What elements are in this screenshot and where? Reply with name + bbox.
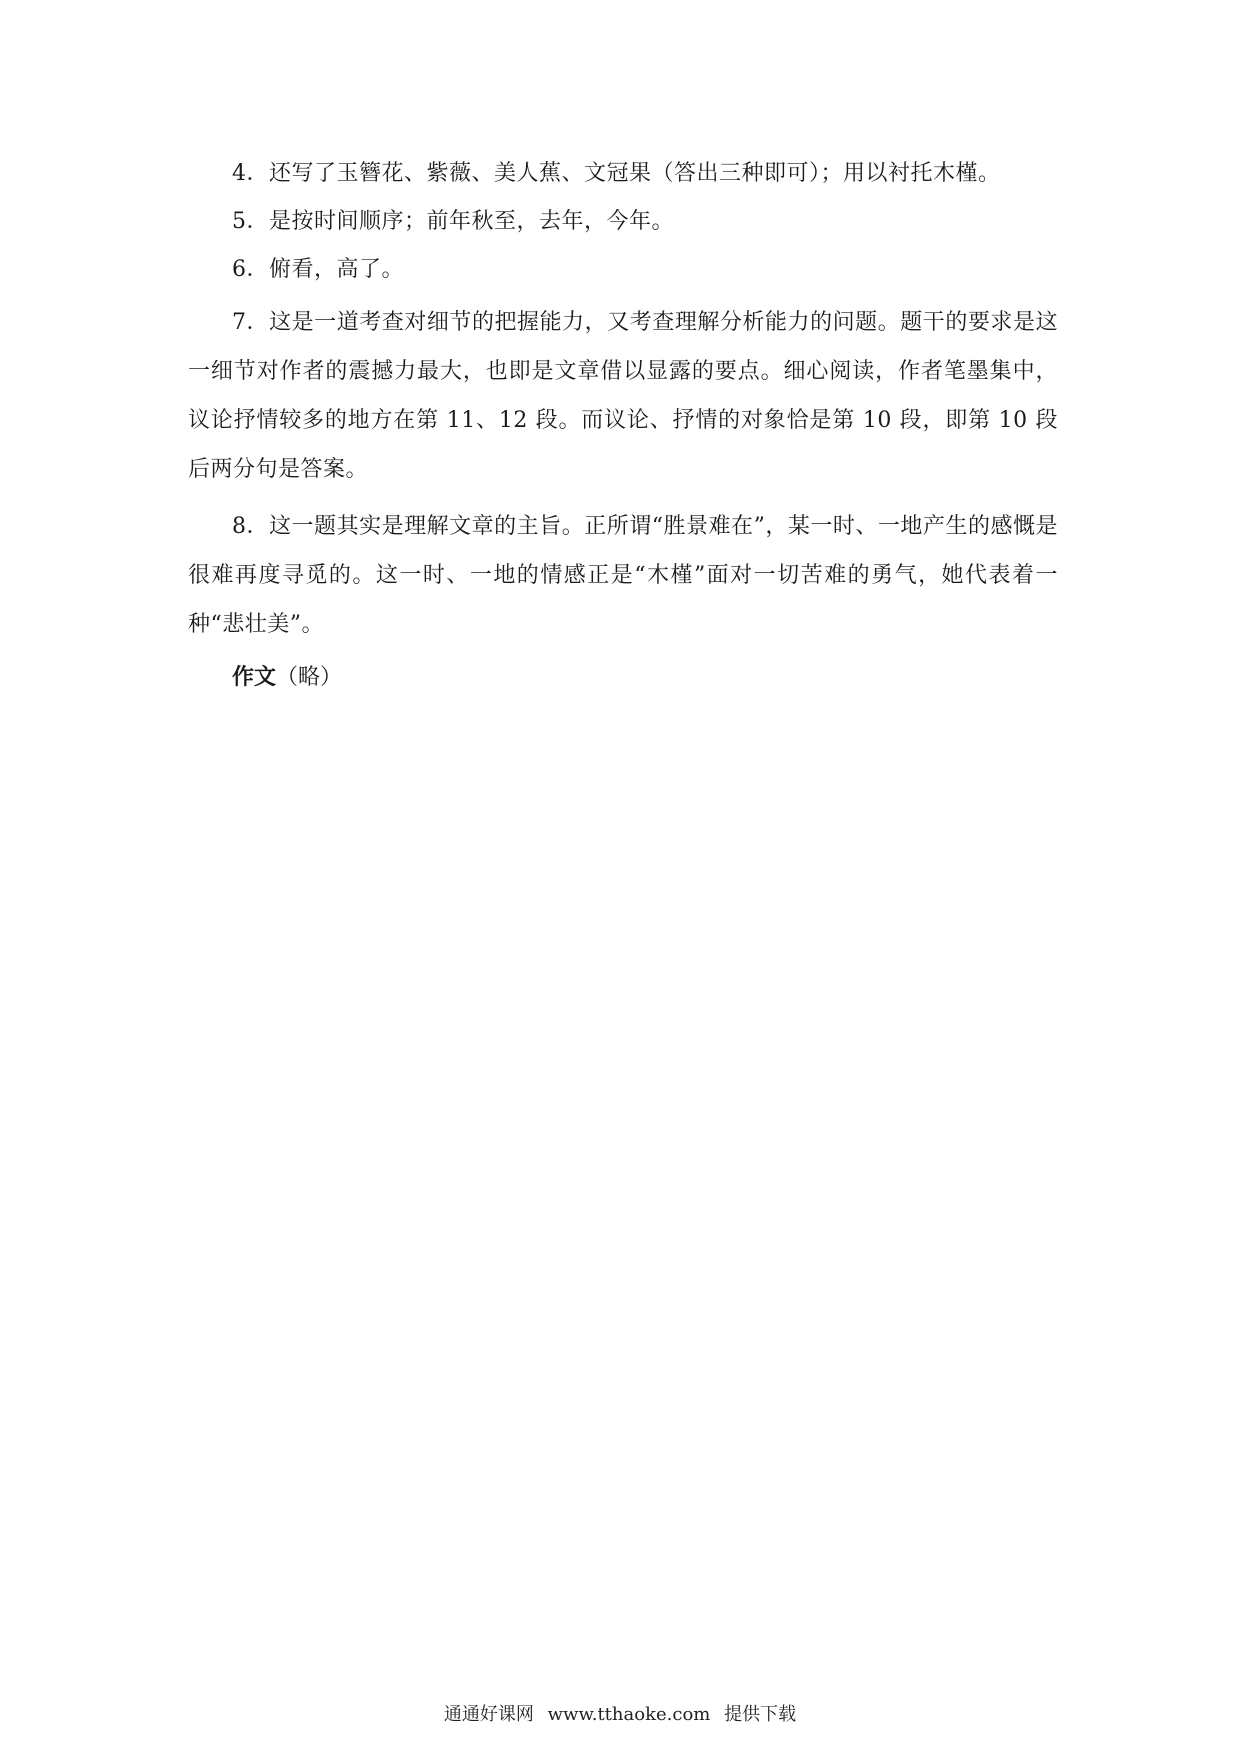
answer-item-6: 6．俯看，高了。 xyxy=(232,257,404,282)
answer-item-7: 7．这是一道考查对细节的把握能力，又考查理解分析能力的问题。题干的要求是这一细节对作者的震撼力最大，也即是文章借以显露的要点。细心阅读，作者笔墨集中，议论抒情较多的地方在第 11、12 段。而议论、抒情的对象恰是第 10 段，即第 10 段后两分句是答案。 xyxy=(188,310,1058,482)
answer-item-8: 8．这一题其实是理解文章的主旨。正所谓“胜景难在”，某一时、一地产生的感慨是很难再度寻觅的。这一时、一地的情感正是“木槿”面对一切苦难的勇气，她代表着一种“悲壮美”。 xyxy=(188,514,1058,637)
footer-suffix: 提供下载 xyxy=(724,1704,797,1725)
essay-label: 作文 xyxy=(232,664,277,690)
footer-site-name: 通通好课网 xyxy=(443,1704,534,1725)
essay-line xyxy=(188,657,1058,698)
answer-content xyxy=(188,154,1058,698)
answer-item-5: 5．是按时间顺序；前年秋至，去年，今年。 xyxy=(232,209,674,234)
answer-item-4: 4．还写了玉簪花、紫薇、美人蕉、文冠果（答出三种即可）；用以衬托木槿。 xyxy=(232,161,1001,186)
footer-url: www.tthaoke.com xyxy=(547,1704,711,1725)
essay-note: （略） xyxy=(276,665,343,690)
page-footer xyxy=(0,1700,1240,1726)
